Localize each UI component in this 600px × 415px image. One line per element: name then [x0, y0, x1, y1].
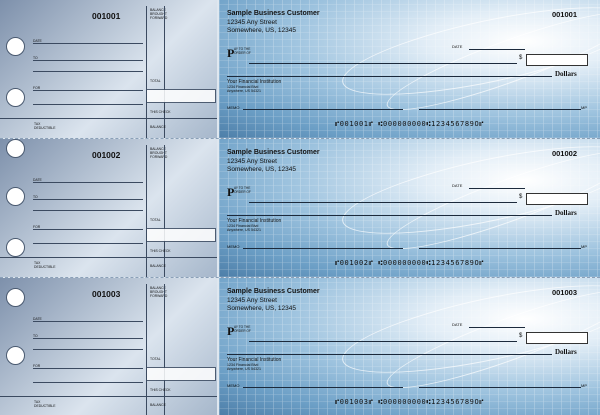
business-street: 12345 Any Street	[227, 297, 277, 304]
micr-line: ⑈001001⑈ ⑆000000000⑆123456789O⑈	[334, 120, 485, 128]
pay-to-label: P	[227, 185, 235, 199]
payee-line[interactable]	[249, 202, 517, 203]
stub-tax-label: TAX DEDUCTIBLE	[34, 122, 56, 130]
stub-total-box[interactable]	[146, 228, 216, 242]
signature-line[interactable]	[419, 387, 581, 388]
pay-to-order-label: AY TO THE ORDER OF	[234, 47, 251, 55]
memo-line[interactable]	[243, 248, 403, 249]
memo-line[interactable]	[243, 109, 403, 110]
bank-address-2: Anywhere, US 54321	[227, 89, 261, 93]
stub-to-label: TO	[33, 195, 38, 199]
business-street: 12345 Any Street	[227, 158, 277, 165]
dollar-sign: $	[519, 194, 523, 200]
bank-name: Your Financial Institution	[227, 79, 282, 85]
binder-hole	[6, 88, 25, 107]
stub-check-number: 001002	[92, 150, 121, 160]
stub-balance-forward-label: BALANCE BROUGHT FORWARD	[150, 147, 168, 159]
bank-address-1: 1234 Financial Blvd	[227, 363, 259, 367]
business-city: Somewhere, US, 12345	[227, 166, 297, 173]
stub-balance-label: BALANCE	[150, 403, 166, 407]
pay-to-order-label: AY TO THE ORDER OF	[234, 186, 251, 194]
mp-label: MP	[581, 383, 587, 388]
bank-address-1: 1234 Financial Blvd	[227, 85, 259, 89]
business-city: Somewhere, US, 12345	[227, 27, 297, 34]
stub-total-label: TOTAL	[150, 79, 161, 83]
binder-hole	[6, 346, 25, 365]
micr-line: ⑈001002⑈ ⑆000000000⑆123456789O⑈	[334, 259, 485, 267]
signature-line[interactable]	[419, 248, 581, 249]
bank-address-2: Anywhere, US 54321	[227, 228, 261, 232]
mp-label: MP	[581, 105, 587, 110]
dollars-label: Dollars	[555, 348, 577, 356]
date-label: DATE	[452, 322, 463, 327]
bank-name: Your Financial Institution	[227, 357, 282, 363]
stub-to-label: TO	[33, 56, 38, 60]
memo-label: MEMO	[227, 105, 240, 110]
check	[219, 278, 600, 415]
stub-this-check-label: THIS CHECK	[150, 110, 171, 114]
check	[219, 139, 600, 277]
stub-total-box[interactable]	[146, 367, 216, 381]
stub-total-box[interactable]	[146, 89, 216, 103]
binder-hole	[6, 238, 25, 257]
business-city: Somewhere, US, 12345	[227, 305, 297, 312]
date-line[interactable]	[469, 327, 525, 328]
memo-label: MEMO	[227, 244, 240, 249]
stub-total-label: TOTAL	[150, 218, 161, 222]
micr-line: ⑈001003⑈ ⑆000000000⑆123456789O⑈	[334, 398, 485, 406]
memo-label: MEMO	[227, 383, 240, 388]
business-name: Sample Business Customer	[227, 288, 320, 295]
dollar-sign: $	[519, 333, 523, 339]
pay-to-order-label: AY TO THE ORDER OF	[234, 325, 251, 333]
amount-box[interactable]	[526, 54, 588, 66]
binder-hole	[6, 288, 25, 307]
date-line[interactable]	[469, 49, 525, 50]
stub-tax-label: TAX DEDUCTIBLE	[34, 261, 56, 269]
date-label: DATE	[452, 183, 463, 188]
stub-date-label: DATE	[33, 39, 42, 43]
date-label: DATE	[452, 44, 463, 49]
stub-balance-forward-label: BALANCE BROUGHT FORWARD	[150, 8, 168, 20]
binder-hole	[6, 187, 25, 206]
dollars-label: Dollars	[555, 209, 577, 217]
check-stub	[0, 0, 217, 138]
amount-words-line[interactable]	[227, 354, 552, 355]
stub-balance-label: BALANCE	[150, 264, 166, 268]
stub-check-number: 001003	[92, 289, 121, 299]
mp-label: MP	[581, 244, 587, 249]
stub-total-label: TOTAL	[150, 357, 161, 361]
amount-box[interactable]	[526, 193, 588, 205]
stub-this-check-label: THIS CHECK	[150, 388, 171, 392]
dollar-sign: $	[519, 55, 523, 61]
check-stub	[0, 278, 217, 415]
binder-hole	[6, 139, 25, 158]
dollars-label: Dollars	[555, 70, 577, 78]
bank-address-2: Anywhere, US 54321	[227, 367, 261, 371]
amount-words-line[interactable]	[227, 215, 552, 216]
stub-for-label: FOR	[33, 86, 41, 90]
business-name: Sample Business Customer	[227, 10, 320, 17]
stub-balance-label: BALANCE	[150, 125, 166, 129]
pay-to-label: P	[227, 324, 235, 338]
stub-tax-label: TAX DEDUCTIBLE	[34, 400, 56, 408]
check-stub	[0, 139, 217, 277]
check-number: 001002	[551, 149, 577, 158]
business-name: Sample Business Customer	[227, 149, 320, 156]
memo-line[interactable]	[243, 387, 403, 388]
pay-to-label: P	[227, 46, 235, 60]
stub-date-label: DATE	[33, 317, 42, 321]
check	[219, 0, 600, 138]
amount-box[interactable]	[526, 332, 588, 344]
stub-for-label: FOR	[33, 364, 41, 368]
payee-line[interactable]	[249, 341, 517, 342]
stub-check-number: 001001	[92, 11, 121, 21]
signature-line[interactable]	[419, 109, 581, 110]
date-line[interactable]	[469, 188, 525, 189]
bank-address-1: 1234 Financial Blvd	[227, 224, 259, 228]
business-street: 12345 Any Street	[227, 19, 277, 26]
stub-date-label: DATE	[33, 178, 42, 182]
check-number: 001003	[551, 288, 577, 297]
amount-words-line[interactable]	[227, 76, 552, 77]
stub-this-check-label: THIS CHECK	[150, 249, 171, 253]
bank-name: Your Financial Institution	[227, 218, 282, 224]
check-number: 001001	[551, 10, 577, 19]
stub-for-label: FOR	[33, 225, 41, 229]
payee-line[interactable]	[249, 63, 517, 64]
stub-to-label: TO	[33, 334, 38, 338]
binder-hole	[6, 37, 25, 56]
stub-balance-forward-label: BALANCE BROUGHT FORWARD	[150, 286, 168, 298]
